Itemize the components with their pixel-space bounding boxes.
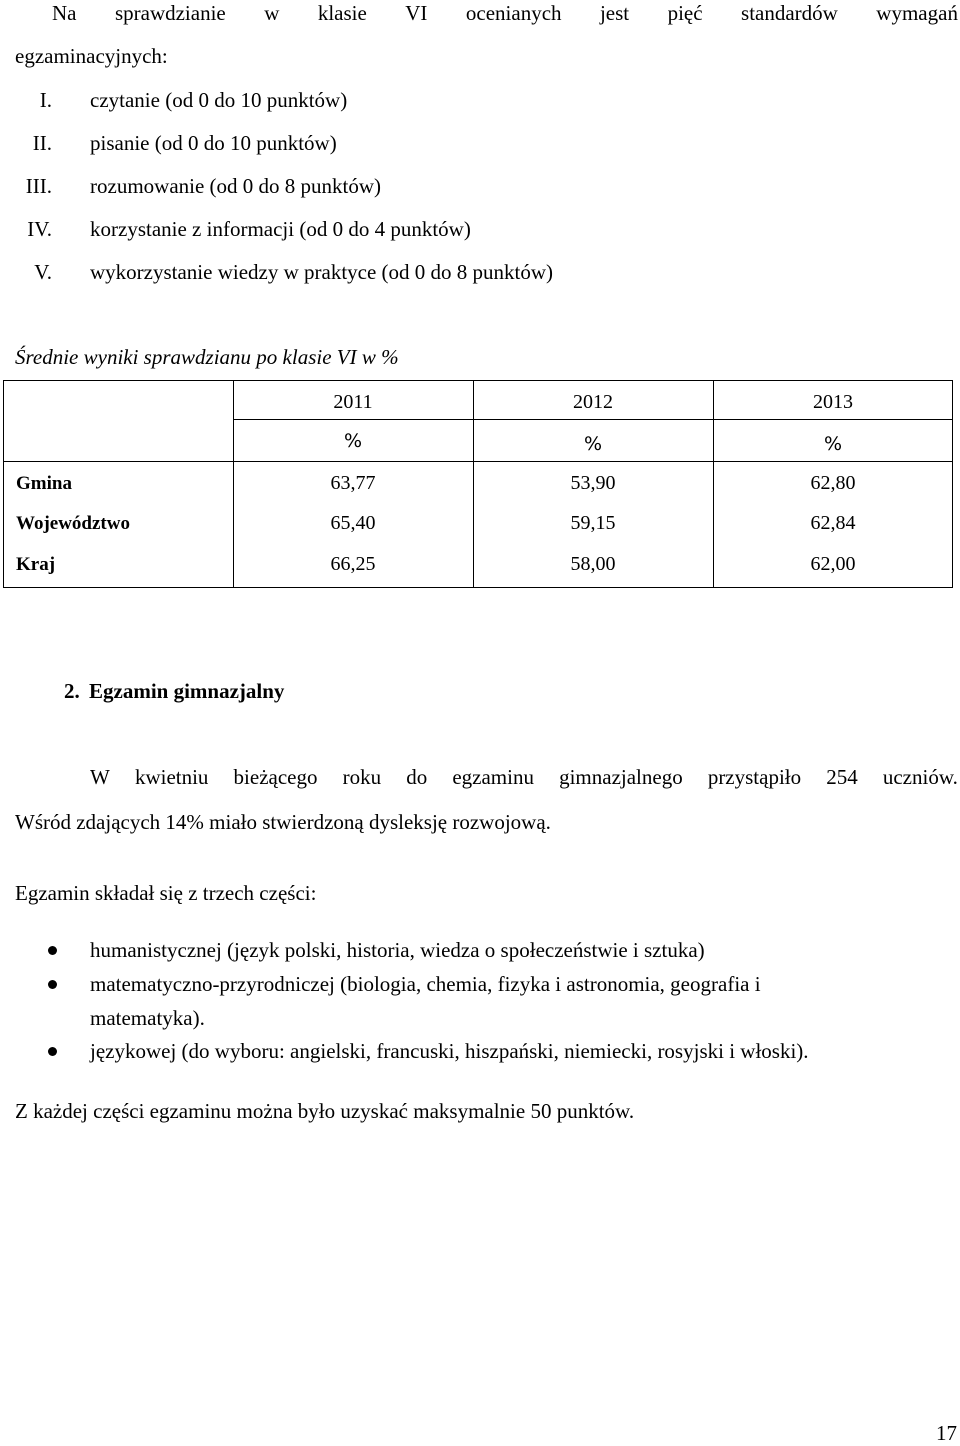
row-label: Kraj [16, 554, 56, 575]
table-cell: 63,77 [330, 472, 376, 494]
standard-text: wykorzystanie wiedzy w praktyce (od 0 do 8 punktów) [90, 260, 554, 284]
bullet-icon [48, 946, 57, 955]
intro-word: wymagań [876, 1, 958, 25]
para-word: do [406, 765, 428, 789]
year-header: 2013 [813, 391, 853, 413]
results-table [3, 380, 953, 588]
standard-text: rozumowanie (od 0 do 8 punktów) [90, 174, 382, 198]
para-word: W [90, 765, 110, 789]
section-number: 2. [64, 679, 80, 703]
year-header: 2011 [333, 391, 373, 413]
standard-number: I. [39, 88, 52, 112]
year-header: 2012 [573, 391, 613, 413]
list-item: językowej (do wyboru: angielski, francuski, hiszpański, niemiecki, rosyjski i włoski). [90, 1039, 809, 1063]
page-number: 17 [936, 1421, 957, 1445]
intro-word: ocenianych [465, 1, 562, 25]
table-divider [233, 419, 952, 420]
exam-parts-intro: Egzamin składał się z trzech części: [15, 881, 317, 905]
intro-word: sprawdzianie [114, 1, 226, 25]
intro-word: VI [405, 1, 428, 25]
intro-word: pięć [667, 1, 703, 25]
standard-number: II. [32, 131, 52, 155]
unit-header: % [823, 433, 843, 455]
table-cell: 62,00 [810, 553, 856, 575]
intro-line-1 [52, 3, 958, 24]
para-word: gimnazjalnego [559, 765, 683, 789]
section-title: Egzamin gimnazjalny [89, 679, 285, 703]
intro-word: standardów [741, 1, 838, 25]
standard-number: III. [25, 174, 52, 198]
table-cell: 62,80 [810, 472, 856, 494]
intro-word: Na [52, 1, 77, 25]
para1-line-2: Wśród zdających 14% miało stwierdzoną dysleksję rozwojową. [15, 810, 551, 834]
para-word: kwietniu [134, 765, 209, 789]
list-item-continuation: matematyka). [90, 1006, 205, 1030]
list-item: matematyczno-przyrodniczej (biologia, chemia, fizyka i astronomia, geografia i [90, 972, 761, 996]
para-word: bieżącego [233, 765, 318, 789]
standard-text: pisanie (od 0 do 10 punktów) [90, 131, 337, 155]
closing-sentence: Z każdej części egzaminu można było uzyskać maksymalnie 50 punktów. [15, 1099, 635, 1123]
section-heading [64, 681, 284, 702]
para-word: 254 [826, 765, 858, 789]
table-cell: 66,25 [330, 553, 376, 575]
row-label: Województwo [16, 513, 130, 534]
bullet-icon [48, 980, 57, 989]
intro-line-2: egzaminacyjnych: [15, 44, 168, 68]
unit-header: % [583, 433, 603, 455]
table-cell: 62,84 [810, 512, 856, 534]
table-cell: 58,00 [570, 553, 616, 575]
standard-text: czytanie (od 0 do 10 punktów) [90, 88, 348, 112]
row-label: Gmina [16, 473, 72, 494]
intro-word: jest [599, 1, 630, 25]
table-divider [4, 461, 952, 462]
table-cell: 59,15 [570, 512, 616, 534]
para-word: przystąpiło [707, 765, 802, 789]
table-cell: 65,40 [330, 512, 376, 534]
table-cell: 53,90 [570, 472, 616, 494]
standard-text: korzystanie z informacji (od 0 do 4 punktów) [90, 217, 471, 241]
standard-number: V. [34, 260, 52, 284]
para1-line-1 [90, 767, 958, 788]
para-word: uczniów. [882, 765, 958, 789]
standard-number: IV. [27, 217, 52, 241]
bullet-icon [48, 1047, 57, 1056]
list-item: humanistycznej (język polski, historia, wiedza o społeczeństwie i sztuka) [90, 938, 705, 962]
intro-word: klasie [317, 1, 367, 25]
unit-header: % [343, 430, 363, 452]
para-word: egzaminu [452, 765, 534, 789]
para-word: roku [342, 765, 382, 789]
intro-word: w [264, 1, 280, 25]
table-caption: Średnie wyniki sprawdzianu po klasie VI w % [15, 345, 399, 369]
